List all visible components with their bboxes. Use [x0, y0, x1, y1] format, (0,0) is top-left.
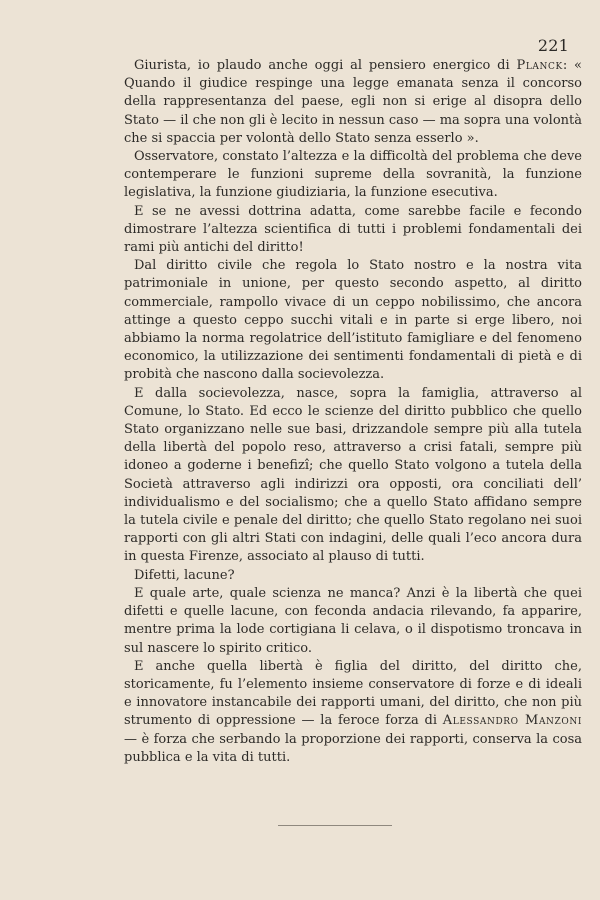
- section-end-rule: [278, 825, 392, 826]
- paragraph: [124, 567, 582, 585]
- paragraph: [124, 148, 582, 203]
- paragraph: [124, 257, 582, 384]
- author-name: Planck: [516, 58, 563, 73]
- text-segment: Giurista, io plaudo anche oggi al pensiero energico di: [134, 58, 517, 73]
- text-segment: Osservatore, constato l’altezza e la difficoltà del problema che deve contemperare le funzioni supreme della sovranità, la funzione legislativa, la funzione giudiziaria, la funzione esecutiva.: [124, 149, 582, 201]
- text-segment: : « Quando il giudice respinge una legge emanata senza il concorso della rappresentanza del paese, egli non si erige al disopra dello Stato — il che non gli è lecito in nessun caso — ma sopra una volontà che si spaccia per volontà dello Stato senza esserlo ».: [124, 58, 583, 146]
- body-text: [124, 57, 582, 767]
- text-segment: — è forza che serbando la proporzione dei rapporti, conserva la cosa pubblica e la vita di tutti.: [124, 731, 582, 765]
- paragraph: [124, 658, 582, 767]
- paragraph: [124, 385, 582, 567]
- paragraph: [124, 57, 582, 148]
- text-segment: Dal diritto civile che regola lo Stato nostro e la nostra vita patrimoniale in unione, per questo secondo aspetto, al diritto commerciale, rampollo vivace di un ceppo nobilissimo, che ancora attinge a questo ceppo succhi vitali e in parte si erge libero, noi abbiamo la norma regolatrice dell’istituto famigliare e del fenomeno economico, la utilizzazione dei sentimenti fondamentali di pietà e di probità che nascono dalla socievolezza.: [124, 258, 582, 383]
- text-segment: E dalla socievolezza, nasce, sopra la famiglia, attraverso al Comune, lo Stato. Ed ecco le scienze del diritto pubblico che quello Stato organizzano nelle sue basi, drizzandole sempre più alla tutela della libertà del popolo reso, attraverso a crisi fatali, sempre più idoneo a goderne i benefizî; che quello Stato volgono a tutela della Società attraverso agli indirizzi ora opposti, ora conciliati dell’ individualismo e del socialismo; che a quello Stato affidano sempre la tutela civile e penale del diritto; che quello Stato regolano nei suoi rapporti con gli altri Stati con indagini, delle quali l’eco ancora dura in questa Firenze, associato al plauso di tutti.: [124, 385, 582, 565]
- page-number: 221: [537, 36, 569, 55]
- text-segment: E quale arte, quale scienza ne manca? Anzi è la libertà che quei difetti e quelle lacune, con feconda andacia rilevando, fa apparire, mentre prima la lode cortigiana li celava, o il dispotismo troncava in sul nascere lo spirito critico.: [124, 585, 582, 656]
- author-name: Alessandro Manzoni: [442, 713, 582, 729]
- text-segment: E anche quella libertà è figlia del diritto, del diritto che, storicamente, fu l’elemento insieme conservatore di forze e di ideali e innovatore instancabile dei rapporti umani, del diritto, che non più strumento di oppressione — la feroce forza di: [124, 658, 582, 729]
- paragraph: [124, 585, 582, 658]
- paragraph: [124, 203, 582, 258]
- text-segment: Difetti, lacune?: [134, 567, 235, 583]
- text-segment: E se ne avessi dottrina adatta, come sarebbe facile e fecondo dimostrare l’altezza scientifica di tutti i problemi fondamentali dei rami più antichi del diritto!: [124, 203, 582, 256]
